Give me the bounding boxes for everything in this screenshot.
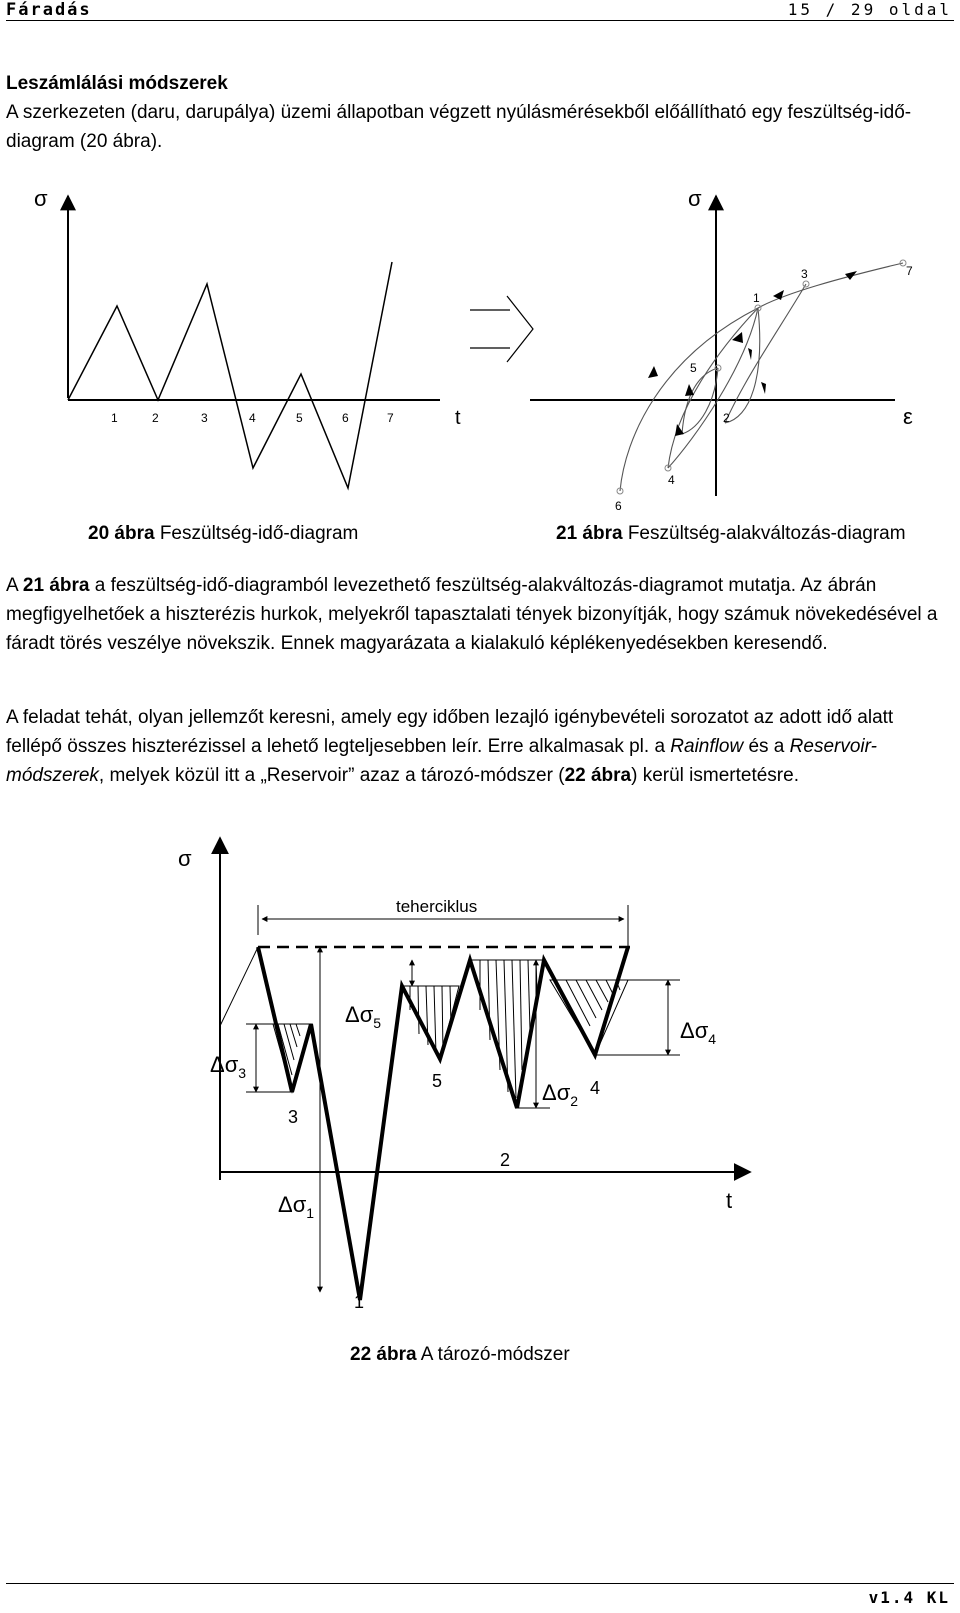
figure-21-stress-strain-diagram (520, 178, 960, 523)
footer-version: v1.4 KL (868, 1588, 950, 1607)
para2-text-c: és a (743, 736, 790, 757)
fig21-point-3: 3 (801, 267, 808, 281)
fig22-hatched-regions (273, 960, 628, 1108)
figure-21-caption (556, 523, 906, 545)
page-header (0, 0, 960, 20)
fig22-x-axis-label: t (726, 1188, 733, 1213)
fig22-delta-dimensions (246, 947, 680, 1292)
para2-reservoir: Reservoir-módszerek (6, 736, 877, 786)
fig22-caption-text: A tározó-módszer (416, 1344, 570, 1365)
fig21-point-5: 5 (690, 361, 697, 375)
fig21-hysteresis-curves (620, 263, 903, 491)
fig22-point-5: 5 (432, 1071, 443, 1091)
para1-figure-ref: 21 ábra (22, 575, 90, 596)
fig20-tick-7: 7 (387, 411, 394, 425)
fig22-delta-4: $\Delta\sigma_4$ (680, 1018, 717, 1047)
fig21-point-2: 2 (723, 411, 730, 425)
fig22-point-4: 4 (590, 1078, 601, 1098)
fig21-caption-text: Feszültség-alakváltozás-diagram (622, 523, 906, 544)
fig22-caption-number: 22 ábra (350, 1344, 417, 1365)
fig22-delta-5: $\Delta\sigma_5$ (345, 1002, 382, 1031)
fig21-caption-number: 21 ábra (556, 523, 623, 544)
figure-20-caption (88, 523, 358, 545)
fig21-point-6: 6 (615, 499, 622, 513)
fig20-tick-labels (111, 411, 394, 425)
fig22-y-axis-label: σ (178, 846, 192, 871)
fig20-tick-2: 2 (152, 411, 159, 425)
paragraph-methods (6, 703, 946, 790)
fig22-initial-ramp (220, 947, 258, 1026)
page-number: 15 / 29 oldal (787, 0, 952, 19)
fig21-x-axis-label: ε (903, 404, 913, 429)
para2-text-g: ) kerül ismertetésre. (631, 765, 799, 786)
fig20-tick-6: 6 (342, 411, 349, 425)
fig20-caption-text: Feszültség-idő-diagram (154, 523, 359, 544)
figure-22-reservoir-method (170, 830, 770, 1320)
fig20-tick-3: 3 (201, 411, 208, 425)
footer-rule (6, 1583, 954, 1584)
fig22-delta-labels (210, 1002, 716, 1221)
para1-text-c: a feszültség-idő-diagramból levezethető feszültség-alakváltozás-diagramot mutatja. Az ábrán megfigyelhetőek a hiszterézis hurkok, melyekről tapasztalati tények bizonyítják, hogy számuk növekedésével a fáradt törés veszélye növekszik. Ennek magyarázata a kialakuló képlékenyedésekben keresendő. (6, 575, 938, 654)
figure-22-caption (350, 1344, 570, 1366)
fig22-delta-3: $\Delta\sigma_3$ (210, 1052, 247, 1081)
fig22-load-path (258, 947, 628, 1300)
fig20-tick-4: 4 (249, 411, 256, 425)
para2-text-e: , melyek közül itt a „Reservoir” azaz a tározó-módszer ( (98, 765, 565, 786)
fig20-x-axis-label: t (455, 407, 461, 429)
fig20-tick-1: 1 (111, 411, 118, 425)
fig21-point-4: 4 (668, 473, 675, 487)
fig21-y-axis-label: σ (688, 186, 702, 211)
para2-text-a: A feladat tehát, olyan jellemzőt keresni, amely egy időben lezajló igénybevételi sorozatot az adott idő alatt fellépő összes hiszterézissel a lehető legteljesebben leír. Erre alkalmasak pl. a (6, 707, 894, 757)
para2-figure-ref: 22 ábra (564, 765, 632, 786)
fig22-delta-2: $\Delta\sigma_2$ (542, 1080, 579, 1109)
fig21-point-1: 1 (753, 291, 760, 305)
intro-paragraph: A szerkezeten (daru, darupálya) üzemi állapotban végzett nyúlásmérésekből előállítható egy feszültség-idő-diagram (20 ábra). (6, 102, 912, 152)
fig22-delta-1: $\Delta\sigma_1$ (278, 1192, 315, 1221)
fig22-cycle-label: teherciklus (396, 897, 478, 916)
fig21-point-7: 7 (906, 264, 913, 278)
fig21-point-markers (617, 260, 906, 494)
fig20-stress-curve (68, 262, 392, 488)
fig22-point-3: 3 (288, 1107, 299, 1127)
document-title: Fáradás (6, 0, 92, 20)
paragraph-hysteresis (6, 571, 946, 658)
fig20-y-axis-label: σ (34, 186, 48, 211)
para2-rainflow: Rainflow (670, 736, 744, 757)
figure-20-stress-time-diagram (0, 178, 480, 508)
section-heading: Leszámlálási módszerek (6, 73, 228, 94)
intro-block (6, 69, 946, 156)
fig22-point-labels (288, 1071, 600, 1312)
fig22-point-2: 2 (500, 1150, 511, 1170)
para1-text-a: A (6, 575, 23, 596)
header-rule (6, 20, 954, 21)
fig20-tick-5: 5 (296, 411, 303, 425)
fig22-point-1: 1 (354, 1292, 365, 1312)
fig20-caption-number: 20 ábra (88, 523, 155, 544)
